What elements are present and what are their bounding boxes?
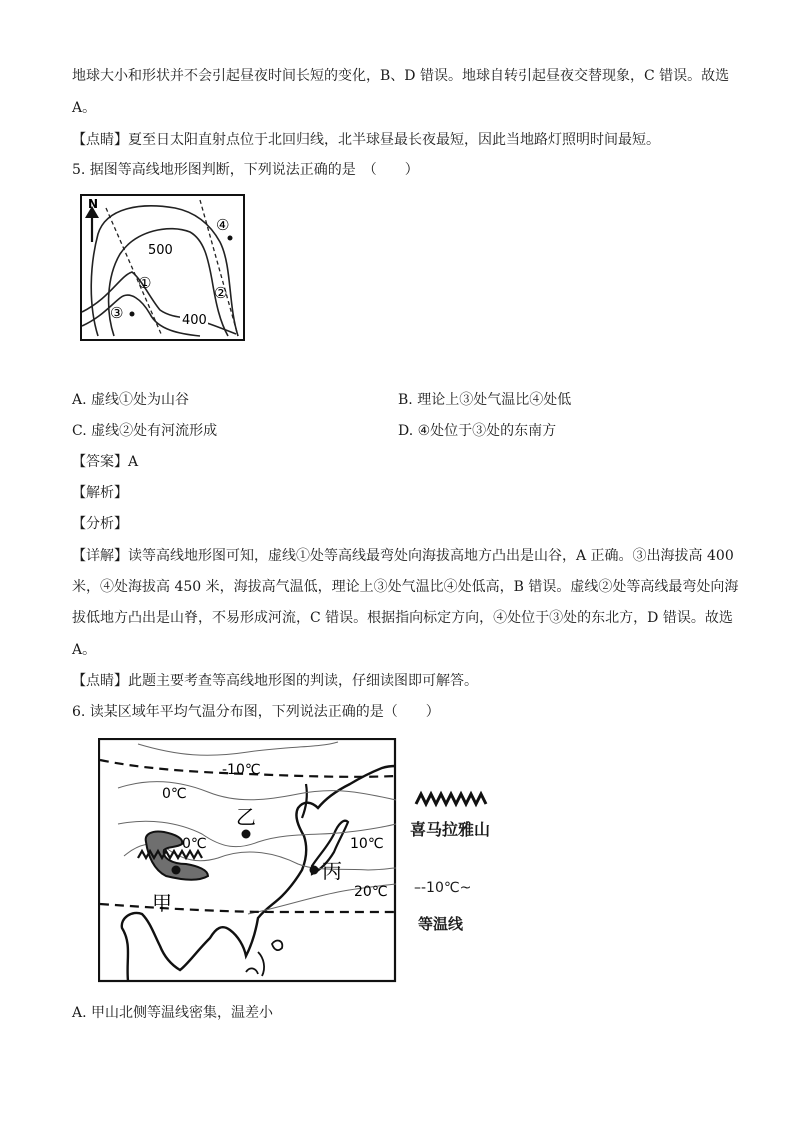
point-1-label: ① (138, 274, 152, 292)
north-label: N (88, 197, 99, 211)
q5-option-a: A. 虚线①处为山谷 (72, 392, 190, 408)
tip-paragraph: 【点睛】此题主要考查等高线地形图的判读，仔细读图即可解答。 (72, 673, 478, 689)
place-yi: 乙 (236, 805, 256, 829)
mountain-legend-icon (414, 788, 488, 808)
analysis-heading: 【解析】 (72, 485, 128, 501)
isotherm-label-0-south: 0℃ (182, 836, 207, 852)
q6-option-a: A. 甲山北侧等温线密集，温差小 (72, 1005, 274, 1021)
point-3-label: ③ (110, 304, 124, 322)
text-line: A。 (72, 100, 97, 116)
fenxi-heading: 【分析】 (72, 516, 128, 532)
detail-paragraph: A。 (72, 642, 97, 658)
contour-label-400: 400 (182, 313, 207, 328)
tip-paragraph: 【点睛】夏至日太阳直射点位于北回归线，北半球昼最长夜最短，因此当地路灯照明时间最短。 (72, 132, 660, 148)
detail-paragraph: 【详解】读等高线地形图可知，虚线①处等高线最弯处向海拔高地方凸出是山谷，A 正确。③出海拔高 400 (72, 548, 734, 564)
legend-isotherm-label: 等温线 (418, 915, 464, 933)
detail-paragraph: 拔低地方凸出是山脊，不易形成河流，C 错误。根据指向标定方向，④处位于③处的东北方，D 错误。故选 (72, 610, 733, 626)
isotherm-label-minus10: -10℃ (222, 762, 261, 778)
place-jia: 甲 (152, 891, 172, 915)
point-2-label: ② (214, 284, 228, 302)
q5-option-d: D. ④处位于③处的东南方 (398, 423, 557, 439)
text-line: 地球大小和形状并不会引起昼夜时间长短的变化，B、D 错误。地球自转引起昼夜交替现象，C 错误。故选 (72, 68, 730, 84)
question-6: 6. 读某区域年平均气温分布图，下列说法正确的是（ ） (72, 704, 440, 720)
isotherm-label-0-north: 0℃ (162, 786, 187, 802)
question-5: 5. 据图等高线地形图判断，下列说法正确的是 （ ） (72, 162, 419, 178)
point-4-label: ④ (216, 216, 230, 234)
detail-paragraph: 米，④处海拔高 450 米，海拔高气温低，理论上③处气温比④处低高，B 错误。虚线②处等高线最弯处向海 (72, 579, 739, 595)
contour-map (80, 194, 246, 342)
legend-isotherm-value: -10℃ (421, 880, 460, 896)
q5-option-c: C. 虚线②处有河流形成 (72, 423, 218, 439)
legend-mountain-label: 喜马拉雅山 (410, 820, 491, 839)
legend-isotherm-sample: –-10℃~ (414, 880, 472, 896)
temperature-map (98, 738, 398, 984)
place-bing: 丙 (322, 859, 342, 883)
isotherm-label-10: 10℃ (350, 836, 384, 852)
contour-label-500: 500 (148, 243, 173, 258)
answer-line: 【答案】A (72, 454, 139, 470)
q5-option-b: B. 理论上③处气温比④处低 (398, 392, 572, 408)
isotherm-label-20: 20℃ (354, 884, 388, 900)
